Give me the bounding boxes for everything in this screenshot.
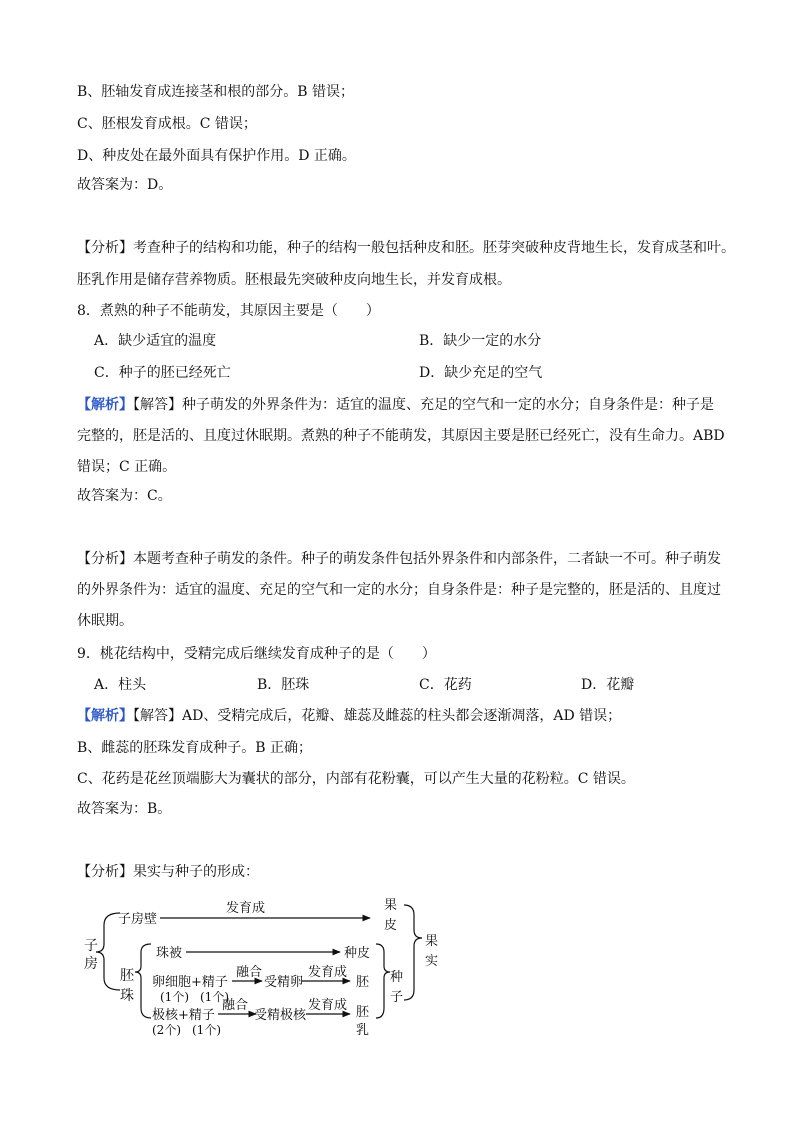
label-zifangbi: 子房壁 [118, 912, 158, 927]
analysis-text: 果实与种子的形成： [133, 864, 259, 880]
label-zhubei: 珠被 [156, 946, 183, 961]
q9-option-a: A．柱头 [94, 677, 147, 693]
label-peizhu-1: 胚 [120, 968, 134, 984]
q8-option-d: D．缺少充足的空气 [419, 365, 543, 381]
q8-answer-line: 完整的，胚是活的、且度过休眠期。煮熟的种子不能萌发，其原因主要是胚已经死亡，没有生命力。ABD [77, 428, 725, 444]
answer-text: 种子萌发的外界条件为：适宜的温度、充足的空气和一定的水分；自身条件是：种子是 [182, 397, 714, 413]
prev-answer-line: B、胚轴发育成连接茎和根的部分。B 错误； [77, 84, 355, 100]
answer-text: AD、受精完成后，花瓣、雄蕊及雌蕊的柱头都会逐渐凋落，AD 错误； [182, 708, 622, 724]
label-peizhu-2: 珠 [120, 988, 134, 1004]
label-shoujingluan: 受精卵 [264, 975, 304, 990]
brace-guoshi [404, 905, 422, 1000]
q9-answer-line: 故答案为：B。 [77, 801, 172, 817]
jiexi-tag: 【解析】 [77, 397, 133, 413]
q8-option-c: C．种子的胚已经死亡 [94, 365, 231, 381]
label-pei: 胚 [356, 975, 370, 990]
label-zhongpi: 种皮 [344, 946, 371, 961]
label-count-1b: (1个) [200, 990, 229, 1004]
prev-answer-line: C、胚根发育成根。C 错误； [77, 116, 257, 132]
q8-option-b: B．缺少一定的水分 [419, 333, 542, 349]
label-polar-sperm: 极核+精子 [152, 1008, 215, 1023]
brace-zifang [96, 913, 120, 990]
brace-zhongzi [376, 944, 390, 1018]
label-count-1a: (1个) [160, 990, 189, 1004]
label-shoujingjihe: 受精极核 [254, 1008, 307, 1023]
prev-answer-line: D、种皮处在最外面具有保护作用。D 正确。 [77, 148, 356, 164]
q8-answer-line: 错误；C 正确。 [77, 459, 177, 475]
label-peiru-1: 胚 [356, 1005, 370, 1020]
prev-answer-line: 故答案为：D。 [77, 177, 173, 193]
label-guopi-2: 皮 [384, 918, 398, 933]
q8-stem: 8．煮熟的种子不能萌发，其原因主要是（ ） [77, 303, 380, 319]
label-fayucheng-1: 发育成 [226, 901, 266, 916]
q9-stem: 9．桃花结构中，受精完成后继续发育成种子的是（ ） [77, 646, 436, 662]
label-guoshi-1: 果 [425, 934, 439, 949]
label-peiru-2: 乳 [356, 1023, 370, 1038]
analysis-tag: 【分析】 [77, 864, 133, 880]
q9-answer-line [77, 706, 621, 726]
jieda-tag: 【解答】 [133, 397, 182, 413]
label-fayucheng-3: 发育成 [308, 998, 348, 1013]
prev-analysis-line: 胚乳作用是储存营养物质。胚根最先突破种皮向地生长，并发育成根。 [77, 272, 511, 288]
prev-analysis-line [77, 238, 735, 258]
label-ronghe-2: 融合 [222, 998, 249, 1013]
q8-analysis-line: 休眠期。 [77, 613, 133, 629]
label-zhongzi-1: 种 [390, 970, 404, 985]
q9-option-c: C．花药 [419, 677, 472, 693]
q8-answer-line: 故答案为：C。 [77, 488, 172, 504]
q9-answer-line: C、花药是花丝顶端膨大为囊状的部分，内部有花粉囊，可以产生大量的花粉粒。C 错误。 [77, 771, 635, 787]
q8-analysis-line: 的外界条件为：适宜的温度、充足的空气和一定的水分；自身条件是：种子是完整的，胚是活的、且度过 [77, 582, 721, 598]
jieda-tag: 【解答】 [133, 708, 182, 724]
jiexi-tag: 【解析】 [77, 708, 133, 724]
analysis-tag: 【分析】 [77, 240, 133, 256]
q9-option-d: D．花瓣 [581, 677, 635, 693]
q9-analysis-line [77, 862, 259, 882]
label-egg-sperm: 卵细胞+精子 [152, 975, 228, 990]
label-guopi-1: 果 [384, 898, 398, 913]
q8-answer-line [77, 395, 714, 415]
analysis-text: 考查种子的结构和功能，种子的结构一般包括种皮和胚。胚芽突破种皮背地生长，发育成茎和叶。 [133, 240, 735, 256]
label-count-2a: (2个) [152, 1023, 181, 1037]
label-zifang-1: 子 [84, 938, 98, 954]
label-guoshi-2: 实 [425, 954, 439, 969]
q9-answer-line: B、雌蕊的胚珠发育成种子。B 正确； [77, 740, 313, 756]
label-zifang-2: 房 [84, 956, 98, 972]
q8-analysis-line [77, 549, 721, 569]
label-count-2b: (1个) [192, 1023, 221, 1037]
analysis-tag: 【分析】 [77, 551, 133, 567]
label-fayucheng-2: 发育成 [308, 965, 348, 980]
brace-peizhu [135, 944, 151, 1018]
q8-option-a: A．缺少适宜的温度 [94, 333, 217, 349]
q9-option-b: B．胚珠 [257, 677, 310, 693]
analysis-text: 本题考查种子萌发的条件。种子的萌发条件包括外界条件和内部条件，二者缺一不可。种子萌发 [133, 551, 721, 567]
label-zhongzi-2: 子 [390, 990, 404, 1005]
label-ronghe-1: 融合 [236, 965, 263, 980]
